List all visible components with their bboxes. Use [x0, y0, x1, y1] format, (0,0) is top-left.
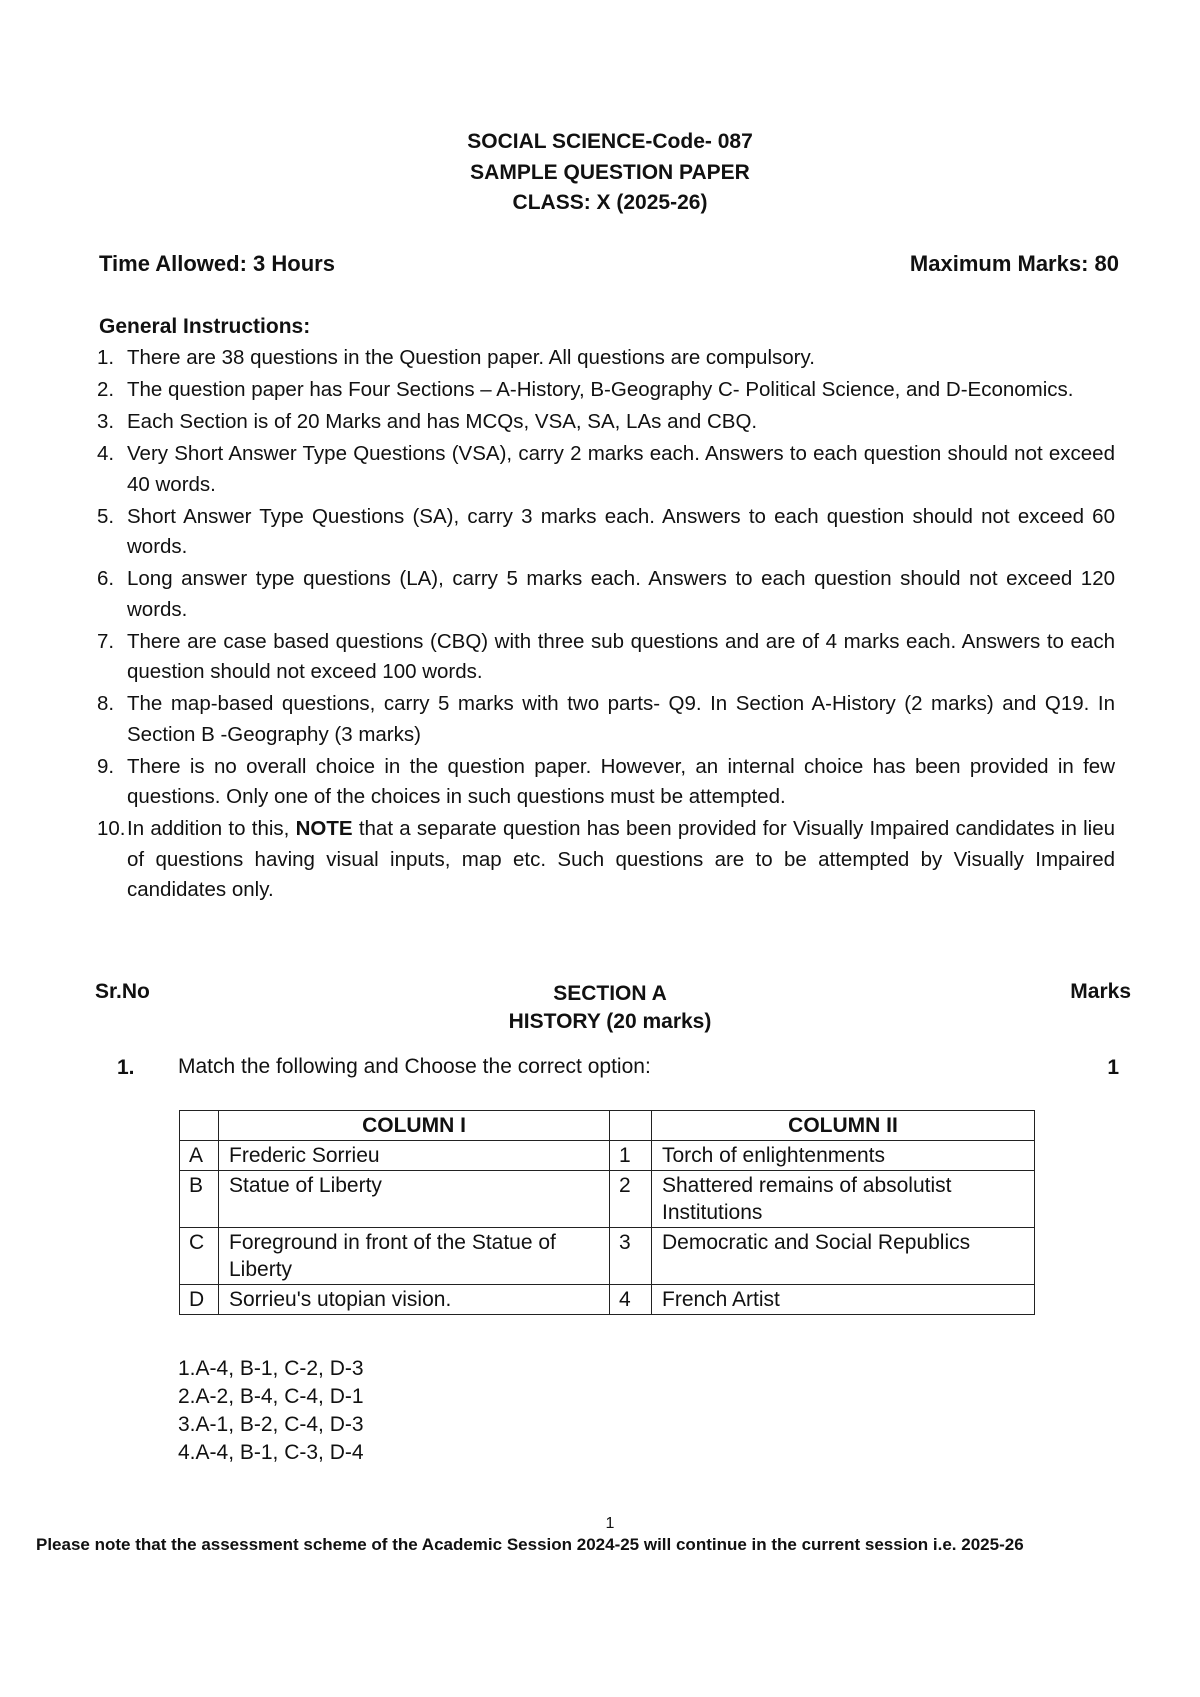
row-number: 3	[610, 1228, 652, 1285]
instruction-number: 5.	[97, 504, 115, 528]
paper-title: SAMPLE QUESTION PAPER	[470, 160, 750, 184]
maximum-marks: Maximum Marks: 80	[909, 251, 1119, 276]
column-ii-cell: Torch of enlightenments	[652, 1141, 1035, 1171]
question-marks: 1	[1107, 1056, 1119, 1079]
instruction-item	[97, 343, 1115, 374]
instruction-number: 1.	[97, 346, 115, 369]
row-letter: B	[180, 1171, 219, 1228]
general-instructions-title: General Instructions:	[99, 315, 311, 338]
instruction-text: Very Short Answer Type Questions (VSA), carry 2 marks each. Answers to each question should not exceed 40 words.	[127, 442, 1115, 496]
table-row	[180, 1285, 1035, 1315]
class-title: CLASS: X (2025-26)	[512, 191, 708, 214]
column-ii-cell: French Artist	[652, 1285, 1035, 1315]
table-header-row	[180, 1111, 1035, 1141]
general-instructions-list	[97, 343, 1115, 907]
instruction-item	[97, 752, 1115, 813]
paper-header	[0, 127, 1200, 219]
instruction-number: 9.	[97, 754, 115, 778]
instruction-number: 3.	[97, 410, 115, 433]
column-i-cell: Sorrieu's utopian vision.	[219, 1285, 610, 1315]
column-i-cell: Statue of Liberty	[219, 1171, 610, 1228]
table-header-cell	[610, 1111, 652, 1141]
table-row	[180, 1171, 1035, 1228]
instruction-text: There are case based questions (CBQ) with three sub questions and are of 4 marks each. Answers to each question should not exceed 100 words.	[127, 629, 1115, 683]
instruction-item	[97, 814, 1115, 906]
section-subtitle: HISTORY (20 marks)	[508, 1010, 712, 1033]
time-allowed: Time Allowed: 3 Hours	[99, 251, 335, 276]
column-i-cell: Foreground in front of the Statue of Liberty	[219, 1228, 610, 1285]
instruction-number: 2.	[97, 378, 115, 401]
subject-title: SOCIAL SCIENCE-Code- 087	[467, 130, 753, 153]
question-text: Match the following and Choose the correct option:	[178, 1055, 651, 1078]
note-emphasis: NOTE	[295, 817, 353, 840]
row-letter: C	[180, 1228, 219, 1285]
srno-label: Sr.No	[95, 980, 150, 1003]
instruction-text: Short Answer Type Questions (SA), carry 3 marks each. Answers to each question should not exceed 60 words.	[127, 504, 1115, 558]
instruction-text	[127, 814, 1115, 906]
footer-note: Please note that the assessment scheme of the Academic Session 2024-25 will continue in the current session i.e. 2025-26	[36, 1535, 1024, 1554]
instruction-text-part: In addition to this,	[127, 817, 296, 840]
marks-label: Marks	[1070, 980, 1131, 1003]
row-number: 4	[610, 1285, 652, 1315]
page-number: 1	[605, 1515, 615, 1532]
instruction-item	[97, 502, 1115, 563]
answer-option: 3.A-1, B-2, C-4, D-3	[178, 1413, 364, 1436]
match-table	[179, 1110, 1035, 1315]
column-i-header: COLUMN I	[219, 1111, 610, 1141]
column-ii-cell: Shattered remains of absolutist Institutions	[652, 1171, 1035, 1228]
answer-option: 2.A-2, B-4, C-4, D-1	[178, 1385, 364, 1408]
instruction-number: 7.	[97, 629, 115, 653]
instruction-text: There is no overall choice in the question paper. However, an internal choice has been provided in few questions. Only one of the choices in such questions must be attempted.	[127, 754, 1115, 808]
section-heading	[0, 980, 1200, 1036]
column-i-cell: Frederic Sorrieu	[219, 1141, 610, 1171]
column-ii-header: COLUMN II	[652, 1111, 1035, 1141]
section-title: SECTION A	[553, 982, 667, 1005]
row-number: 2	[610, 1171, 652, 1228]
instruction-item	[97, 689, 1115, 750]
instruction-item	[97, 375, 1115, 406]
answer-option: 4.A-4, B-1, C-3, D-4	[178, 1441, 364, 1464]
instruction-item	[97, 439, 1115, 500]
instruction-number: 8.	[97, 692, 115, 715]
instruction-number: 10.	[97, 817, 126, 840]
instruction-text: Each Section is of 20 Marks and has MCQs, VSA, SA, LAs and CBQ.	[127, 410, 758, 433]
instruction-text: Long answer type questions (LA), carry 5 marks each. Answers to each question should not exceed 120 words.	[127, 567, 1115, 621]
instruction-text: The map-based questions, carry 5 marks with two parts- Q9. In Section A-History (2 marks) and Q19. In Section B -Geography (3 marks)	[127, 692, 1115, 746]
row-number: 1	[610, 1141, 652, 1171]
answer-options	[178, 1355, 364, 1467]
instruction-item	[97, 564, 1115, 625]
table-row	[180, 1228, 1035, 1285]
instruction-number: 6.	[97, 567, 115, 590]
answer-option: 1.A-4, B-1, C-2, D-3	[178, 1357, 364, 1380]
instruction-text: There are 38 questions in the Question paper. All questions are compulsory.	[127, 346, 815, 369]
table-row	[180, 1141, 1035, 1171]
instruction-item	[97, 407, 1115, 438]
instruction-number: 4.	[97, 442, 115, 465]
question-number: 1.	[117, 1056, 135, 1079]
instruction-text-part: that a separate question has been provided for Visually Impaired candidates in lieu of questions having visual inputs, map etc. Such questions are to be attempted by Visually Impaired candidates only.	[127, 817, 1116, 901]
column-ii-cell: Democratic and Social Republics	[652, 1228, 1035, 1285]
table-header-cell	[180, 1111, 219, 1141]
row-letter: D	[180, 1285, 219, 1315]
instruction-text: The question paper has Four Sections – A-History, B-Geography C- Political Science, and D-Economics.	[127, 378, 1074, 401]
instruction-item	[97, 627, 1115, 688]
row-letter: A	[180, 1141, 219, 1171]
